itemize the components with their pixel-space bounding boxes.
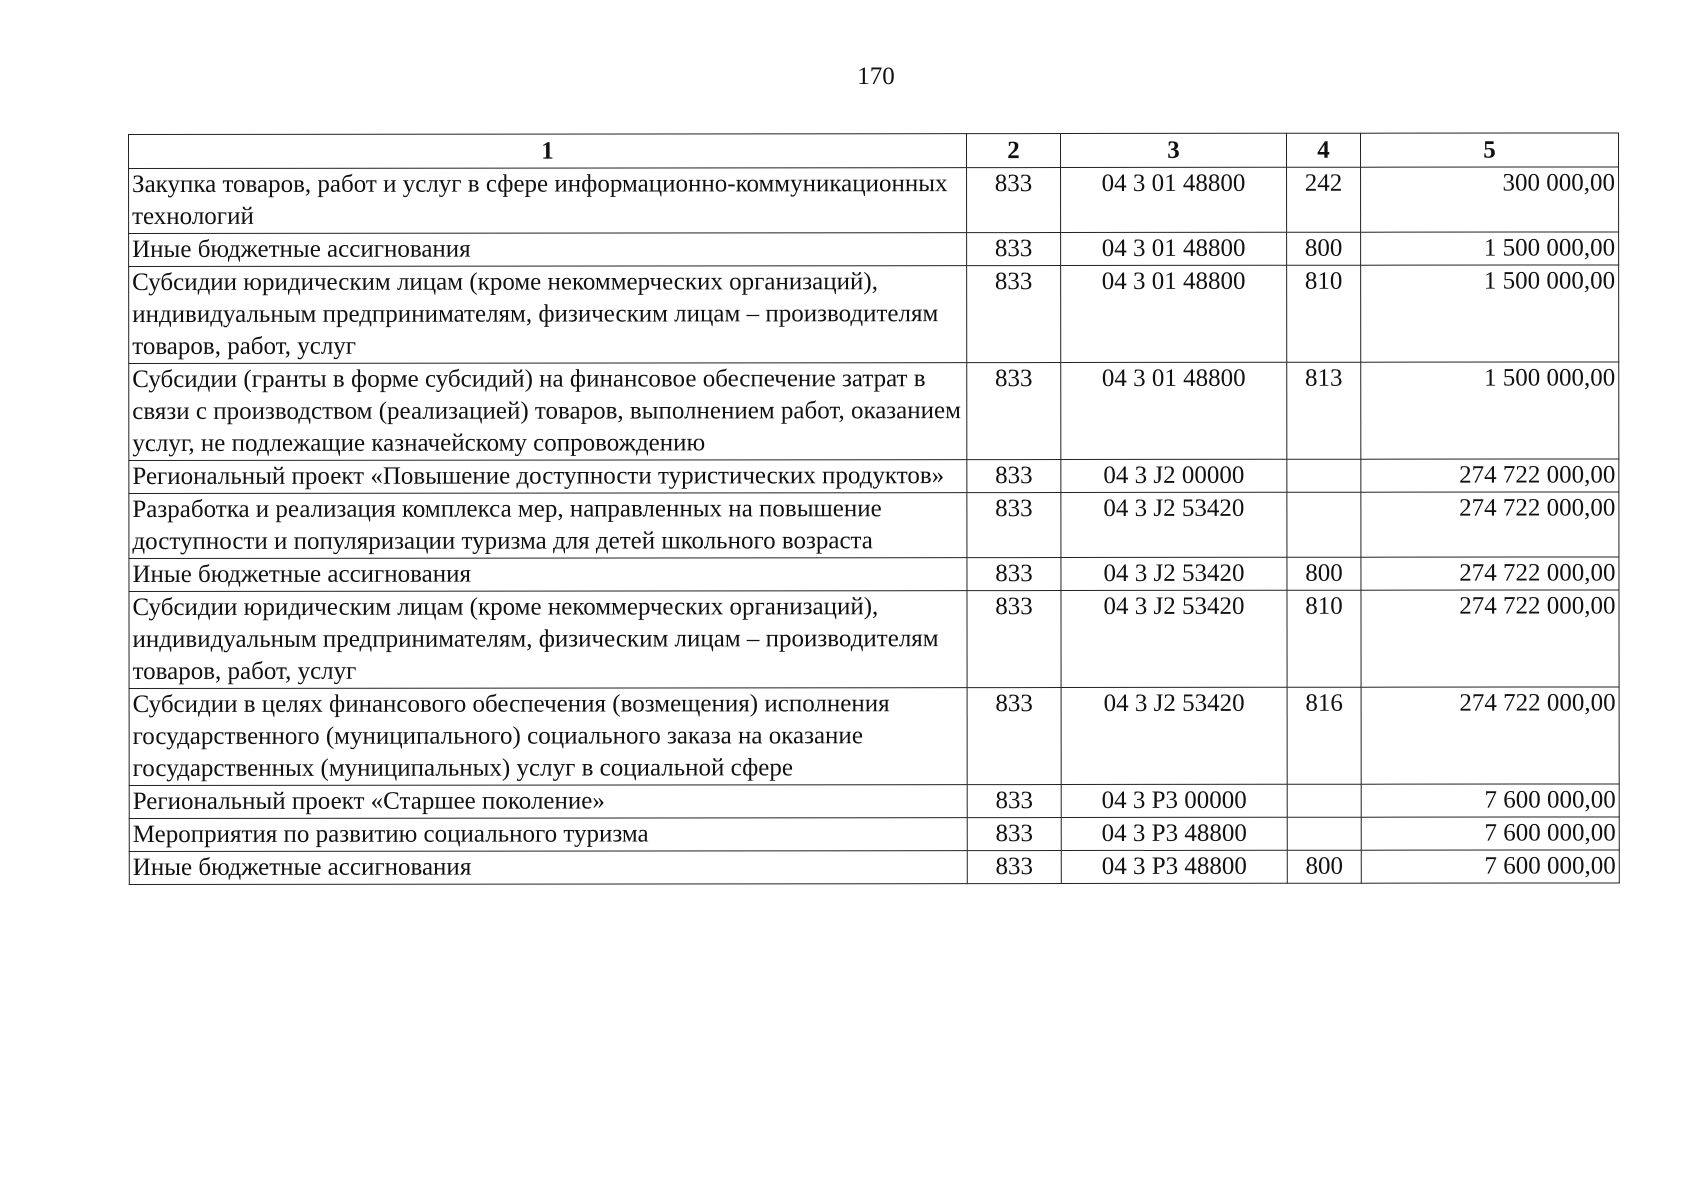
table-row xyxy=(129,265,1619,364)
table-row xyxy=(129,557,1619,592)
table-row xyxy=(129,232,1619,267)
row-grbs-cell: 833 xyxy=(967,233,1061,266)
table-header xyxy=(129,133,1619,169)
column-header-2: 2 xyxy=(967,134,1061,168)
row-vr-cell xyxy=(1287,817,1361,850)
row-name-cell: Закупка товаров, работ и услуг в сфере информационно-коммуникационных технологий xyxy=(129,168,967,234)
row-sum-cell: 1 500 000,00 xyxy=(1361,232,1619,265)
row-vr-cell xyxy=(1287,459,1361,492)
row-csr-cell: 04 3 01 48800 xyxy=(1061,232,1287,265)
row-csr-cell: 04 3 01 48800 xyxy=(1061,362,1287,459)
column-header-4: 4 xyxy=(1286,133,1360,167)
row-vr-cell xyxy=(1287,784,1361,817)
row-csr-cell: 04 3 J2 00000 xyxy=(1061,459,1287,492)
row-grbs-cell: 833 xyxy=(967,266,1061,363)
table-row xyxy=(129,850,1619,885)
row-csr-cell: 04 3 J2 53420 xyxy=(1061,557,1287,590)
row-grbs-cell: 833 xyxy=(967,460,1061,493)
row-vr-cell: 816 xyxy=(1287,687,1361,784)
row-grbs-cell: 833 xyxy=(967,168,1061,233)
table-row xyxy=(129,817,1619,852)
row-sum-cell: 274 722 000,00 xyxy=(1361,687,1619,784)
row-grbs-cell: 833 xyxy=(967,851,1061,884)
row-sum-cell: 7 600 000,00 xyxy=(1361,784,1619,817)
row-grbs-cell: 833 xyxy=(967,493,1061,558)
column-header-1: 1 xyxy=(129,134,967,169)
row-grbs-cell: 833 xyxy=(967,591,1061,688)
row-vr-cell: 800 xyxy=(1287,557,1361,590)
row-csr-cell: 04 3 J2 53420 xyxy=(1061,492,1287,557)
table-row xyxy=(129,362,1619,461)
row-vr-cell xyxy=(1287,492,1361,557)
row-vr-cell: 810 xyxy=(1287,590,1361,687)
header-row xyxy=(129,133,1619,169)
row-vr-cell: 242 xyxy=(1287,167,1361,232)
row-sum-cell: 7 600 000,00 xyxy=(1361,817,1619,850)
page-number: 170 xyxy=(857,63,895,90)
table-row xyxy=(129,167,1619,234)
row-sum-cell: 300 000,00 xyxy=(1361,167,1619,232)
row-grbs-cell: 833 xyxy=(967,818,1061,851)
row-name-cell: Субсидии юридическим лицам (кроме некоммерческих организаций), индивидуальным предпринимателям, физическим лицам – производителям товаров, работ, услуг xyxy=(129,591,967,689)
row-name-cell: Мероприятия по развитию социального туризма xyxy=(129,818,967,852)
row-grbs-cell: 833 xyxy=(967,558,1061,591)
row-csr-cell: 04 3 P3 48800 xyxy=(1061,817,1287,850)
table-row xyxy=(129,687,1619,786)
row-vr-cell: 810 xyxy=(1287,265,1361,362)
table-row xyxy=(129,590,1619,689)
row-sum-cell: 1 500 000,00 xyxy=(1361,265,1619,362)
table-row xyxy=(129,492,1619,559)
row-name-cell: Субсидии в целях финансового обеспечения (возмещения) исполнения государственного (муниципального) социального заказа на оказание государственных (муниципальных) услуг в социальной сфере xyxy=(129,688,967,786)
row-grbs-cell: 833 xyxy=(967,363,1061,460)
row-name-cell: Иные бюджетные ассигнования xyxy=(129,558,967,592)
row-name-cell: Иные бюджетные ассигнования xyxy=(129,851,967,885)
row-csr-cell: 04 3 J2 53420 xyxy=(1061,687,1287,784)
row-csr-cell: 04 3 P3 48800 xyxy=(1061,850,1287,883)
row-sum-cell: 274 722 000,00 xyxy=(1361,590,1619,687)
table-body xyxy=(129,167,1620,885)
row-csr-cell: 04 3 01 48800 xyxy=(1061,167,1287,232)
row-grbs-cell: 833 xyxy=(967,688,1061,785)
row-vr-cell: 813 xyxy=(1287,362,1361,459)
row-sum-cell: 274 722 000,00 xyxy=(1361,459,1619,492)
column-header-5: 5 xyxy=(1360,133,1618,167)
row-name-cell: Региональный проект «Повышение доступности туристических продуктов» xyxy=(129,460,967,494)
row-name-cell: Региональный проект «Старшее поколение» xyxy=(129,785,967,819)
row-vr-cell: 800 xyxy=(1287,850,1361,883)
column-header-3: 3 xyxy=(1061,133,1287,167)
row-csr-cell: 04 3 P3 00000 xyxy=(1061,784,1287,817)
row-name-cell: Субсидии юридическим лицам (кроме некоммерческих организаций), индивидуальным предпринимателям, физическим лицам – производителям товаров, работ, услуг xyxy=(129,266,967,364)
budget-table xyxy=(128,132,1620,885)
row-name-cell: Разработка и реализация комплекса мер, направленных на повышение доступности и популяризации туризма для детей школьного возраста xyxy=(129,493,967,559)
row-sum-cell: 274 722 000,00 xyxy=(1361,492,1619,557)
row-vr-cell: 800 xyxy=(1287,232,1361,265)
table-row xyxy=(129,459,1619,494)
row-sum-cell: 1 500 000,00 xyxy=(1361,362,1619,459)
row-sum-cell: 274 722 000,00 xyxy=(1361,557,1619,590)
row-name-cell: Субсидии (гранты в форме субсидий) на финансовое обеспечение затрат в связи с производством (реализацией) товаров, выполнением работ, оказанием услуг, не подлежащие казначейскому сопровождению xyxy=(129,363,967,461)
row-csr-cell: 04 3 01 48800 xyxy=(1061,265,1287,362)
table-row xyxy=(129,784,1619,819)
row-csr-cell: 04 3 J2 53420 xyxy=(1061,590,1287,687)
row-name-cell: Иные бюджетные ассигнования xyxy=(129,233,967,267)
row-sum-cell: 7 600 000,00 xyxy=(1361,850,1619,883)
row-grbs-cell: 833 xyxy=(967,785,1061,818)
